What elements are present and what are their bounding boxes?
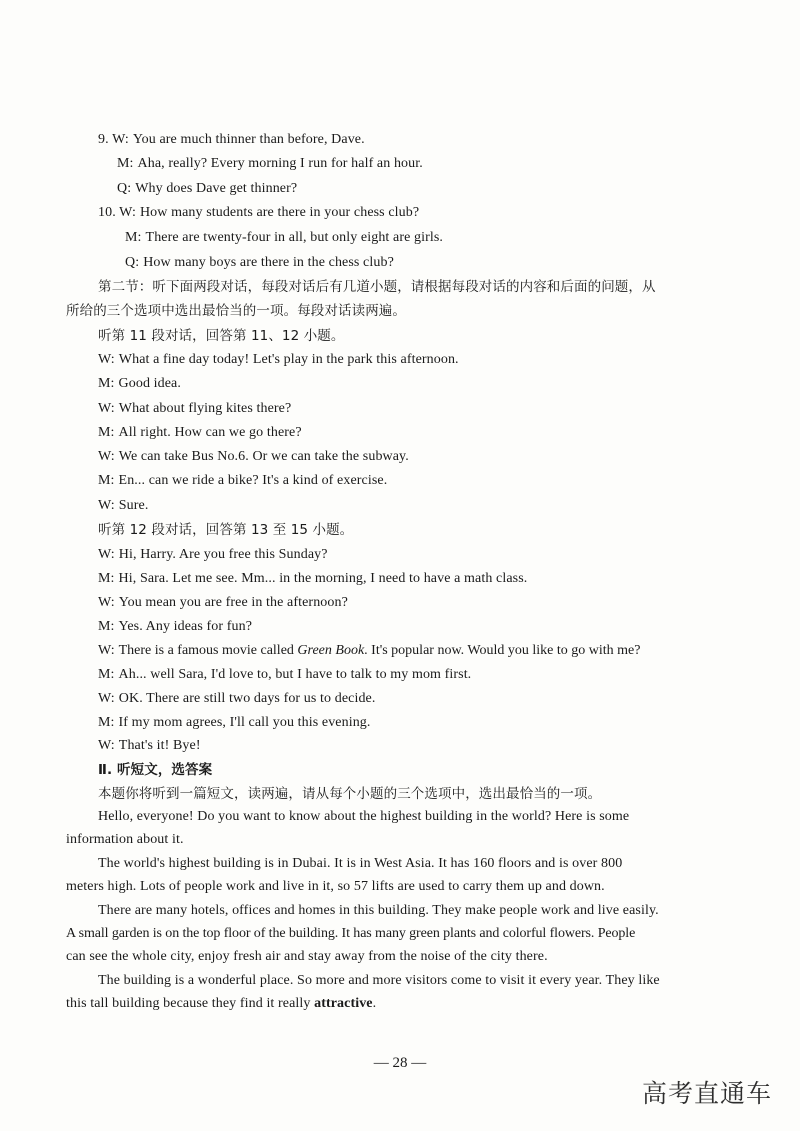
dialogue-text: All right. How can we go there?: [118, 425, 302, 440]
dialogue-line: [98, 546, 328, 564]
dialogue-text: How many boys are there in the chess club?: [143, 255, 394, 270]
dialogue-line: [98, 570, 527, 588]
dialogue-text: Yes. Any ideas for fun?: [118, 619, 253, 634]
dialogue-text: If my mom agrees, I'll call you this evening.: [118, 715, 371, 730]
speaker-label: W:: [112, 132, 129, 147]
dialogue-line: [98, 400, 291, 418]
question-number: 9.: [98, 132, 109, 147]
speaker-label: W:: [98, 691, 115, 706]
dialogue-line: [125, 229, 443, 247]
dialogue-text: How many students are there in your chess club?: [139, 205, 420, 220]
dialogue-line: [98, 472, 387, 490]
speaker-label: Q:: [117, 181, 132, 196]
movie-title: Green Book: [297, 643, 365, 658]
dialogue-line: [98, 666, 471, 684]
dialogue-text: Sure.: [118, 498, 149, 513]
passage-line: information about it.: [66, 832, 184, 847]
passage-line: The world's highest building is in Dubai. It is in West Asia. It has 160 floors and is over 800: [98, 856, 623, 871]
passage-line: A small garden is on the top floor of the building. It has many green plants and colorful flowers. People: [66, 926, 636, 941]
speaker-label: M:: [98, 571, 115, 586]
dialogue-text: We can take Bus No.6. Or we can take the subway.: [118, 449, 409, 464]
dialogue-heading: 听第 12 段对话，回答第 13 至 15 小题。: [98, 522, 354, 538]
speaker-label: W:: [98, 498, 115, 513]
dialogue-text: That's it! Bye!: [118, 738, 201, 753]
speaker-label: W:: [98, 352, 115, 367]
speaker-label: Q:: [125, 255, 140, 270]
dialogue-line: [98, 375, 181, 393]
speaker-label: W:: [98, 738, 115, 753]
dialogue-text: OK. There are still two days for us to decide.: [118, 691, 376, 706]
dialogue-line: [98, 690, 375, 708]
passage-line: There are many hotels, offices and homes in this building. They make people work and live easily.: [98, 903, 659, 918]
dialogue-line: [98, 204, 419, 222]
dialogue-line: [98, 594, 348, 612]
passage-text: this tall building because they find it really: [66, 996, 315, 1011]
speaker-label: M:: [125, 230, 142, 245]
dialogue-line: [98, 737, 201, 755]
dialogue-line: [117, 155, 423, 173]
speaker-label: W:: [119, 205, 136, 220]
page-number: — 28 —: [373, 1055, 427, 1071]
dialogue-text: There is a famous movie called: [118, 643, 298, 658]
question-number: 10.: [98, 205, 116, 220]
speaker-label: W:: [98, 643, 115, 658]
dialogue-text: Why does Dave get thinner?: [135, 181, 298, 196]
dialogue-line: [98, 424, 302, 442]
dialogue-line: [98, 714, 371, 732]
dialogue-text: Aha, really? Every morning I run for half an hour.: [137, 156, 423, 171]
dialogue-text: Hi, Harry. Are you free this Sunday?: [118, 547, 328, 562]
speaker-label: M:: [98, 425, 115, 440]
passage-line: can see the whole city, enjoy fresh air and stay away from the noise of the city there.: [66, 949, 548, 964]
dialogue-line: [98, 618, 252, 636]
dialogue-line: [98, 351, 459, 369]
highlighted-word: attractive: [314, 996, 373, 1011]
dialogue-text: You mean you are free in the afternoon?: [118, 595, 348, 610]
section-instruction: 所给的三个选项中选出最恰当的一项。每段对话读两遍。: [66, 303, 406, 319]
speaker-label: W:: [98, 449, 115, 464]
section-instruction: 第二节：听下面两段对话，每段对话后有几道小题，请根据每段对话的内容和后面的问题，从: [98, 279, 656, 295]
speaker-label: M:: [98, 667, 115, 682]
dialogue-text: What a fine day today! Let's play in the park this afternoon.: [118, 352, 459, 367]
dialogue-line: [98, 642, 640, 660]
dialogue-line: [117, 180, 297, 198]
dialogue-line: [125, 254, 394, 272]
part-heading: Ⅱ. 听短文，选答案: [98, 762, 213, 778]
passage-text: .: [372, 996, 377, 1011]
dialogue-text: There are twenty-four in all, but only eight are girls.: [145, 230, 444, 245]
dialogue-text: Hi, Sara. Let me see. Mm... in the morning, I need to have a math class.: [118, 571, 528, 586]
watermark: 高考直通车: [641, 1079, 772, 1108]
dialogue-heading: 听第 11 段对话，回答第 11、12 小题。: [98, 328, 345, 344]
speaker-label: W:: [98, 401, 115, 416]
dialogue-line: [98, 497, 148, 515]
part-instruction: 本题你将听到一篇短文，读两遍，请从每个小题的三个选项中，选出最恰当的一项。: [98, 786, 602, 802]
dialogue-text: En... can we ride a bike? It's a kind of exercise.: [118, 473, 388, 488]
speaker-label: W:: [98, 595, 115, 610]
dialogue-text: Ah... well Sara, I'd love to, but I have to talk to my mom first.: [118, 667, 472, 682]
dialogue-text: Good idea.: [118, 376, 181, 391]
speaker-label: W:: [98, 547, 115, 562]
speaker-label: M:: [117, 156, 134, 171]
speaker-label: M:: [98, 376, 115, 391]
dialogue-line: [98, 131, 365, 149]
dialogue-text: . It's popular now. Would you like to go with me?: [364, 643, 641, 658]
passage-line: meters high. Lots of people work and live in it, so 57 lifts are used to carry them up and down.: [66, 879, 605, 894]
passage-line: The building is a wonderful place. So more and more visitors come to visit it every year. They like: [98, 973, 660, 988]
speaker-label: M:: [98, 715, 115, 730]
speaker-label: M:: [98, 473, 115, 488]
passage-line: [66, 995, 376, 1013]
speaker-label: M:: [98, 619, 115, 634]
dialogue-line: [98, 448, 409, 466]
passage-line: Hello, everyone! Do you want to know about the highest building in the world? Here is some: [98, 809, 630, 824]
dialogue-text: What about flying kites there?: [118, 401, 292, 416]
dialogue-text: You are much thinner than before, Dave.: [132, 132, 365, 147]
